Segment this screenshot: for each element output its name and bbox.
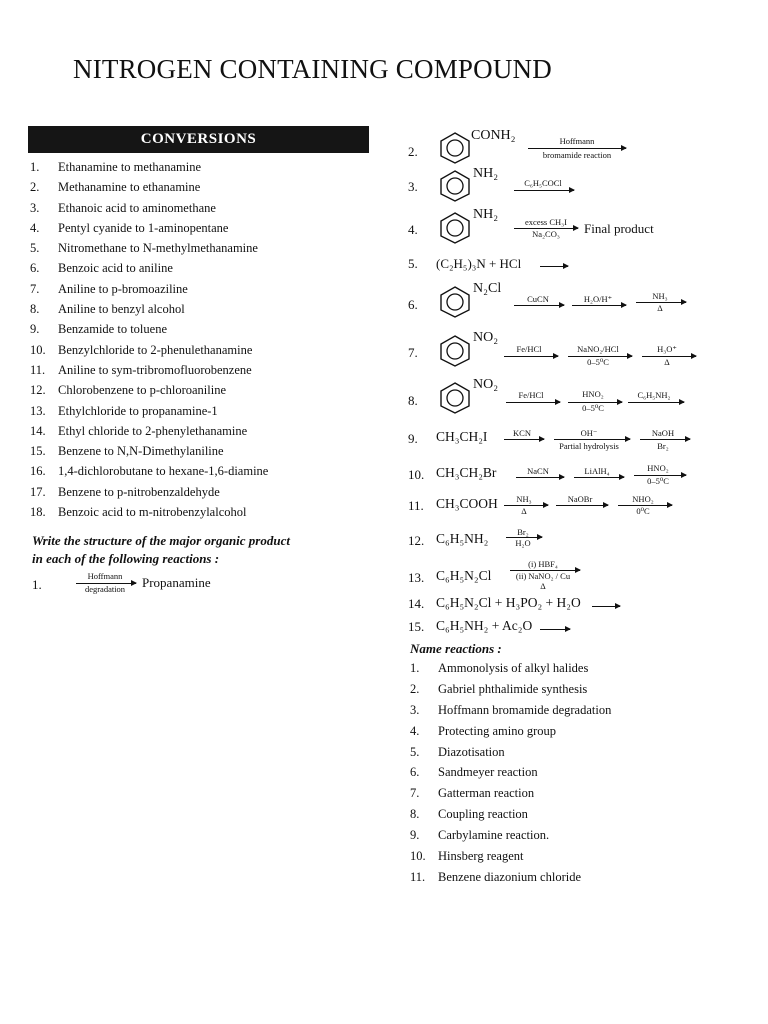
benzene-ring-icon [438, 212, 472, 244]
benzene-ring-icon [438, 170, 472, 202]
list-item: 10. Benzylchloride to 2-phenulethanamine [30, 342, 253, 357]
list-item: 2. Gabriel phthalimide synthesis [410, 681, 588, 696]
list-item: 3. Ethanoic acid to aminomethane [30, 200, 216, 215]
conversions-header: CONVERSIONS [28, 126, 369, 153]
reaction-arrow [540, 266, 568, 267]
list-item: 5. Diazotisation [410, 744, 505, 759]
conversions-list [30, 157, 375, 522]
reaction-arrow [556, 505, 608, 506]
reaction-9: 9. CH₃CH₂I KCN OH⁻ Partial hydrolysis NaOH Br₂ [408, 425, 748, 455]
reaction-arrow [640, 439, 690, 440]
list-item: 5. Nitromethane to N-methylmethanamine [30, 241, 258, 256]
list-item: 4. Pentyl cyanide to 1-aminopentane [30, 220, 229, 235]
reaction-arrow [514, 305, 564, 306]
reaction-arrow [554, 439, 630, 440]
name-reactions-list [410, 658, 750, 888]
reaction-arrow [540, 629, 570, 630]
list-item: 11. Benzene diazonium chloride [410, 869, 581, 884]
reaction-3: 3. NH₂ C₆H₅COCl [408, 166, 748, 202]
reaction-12: 12. C₆H₅NH₂ Br₂ H₂O [408, 527, 748, 557]
reaction-arrow [506, 402, 560, 403]
reaction-8: 8. NO₂ Fe/HCl HNO₂ 0–5⁰C C₆H₅NH₂ [408, 377, 748, 417]
reaction-11: 11. CH₃COOH NH₃ Δ NaOBr NHO₂ 0⁰C [408, 492, 748, 522]
page-title: NITROGEN CONTAINING COMPOUND [73, 54, 552, 84]
list-item: 11. Aniline to sym-tribromofluorobenzene [30, 362, 252, 377]
name-reactions-heading: Name reactions : [410, 641, 502, 656]
reaction-6: 6. N₂Cl CuCN H₂O/H⁺ NH₃ Δ [408, 281, 748, 321]
list-item: 7. Aniline to p-bromoaziline [30, 281, 188, 296]
list-item: 8. Aniline to benzyl alcohol [30, 302, 185, 317]
list-item: 17. Benzene to p-nitrobenzaldehyde [30, 484, 220, 499]
list-item: 13. Ethylchloride to propanamine-1 [30, 403, 218, 418]
reaction-arrow [628, 402, 684, 403]
list-item: 10. Hinsberg reagent [410, 849, 524, 864]
write-structure-heading: Write the structure of the major organic product in each of the following reactions : [32, 533, 290, 566]
list-item: 1. Ethanamine to methanamine [30, 160, 202, 174]
question-1: 1. Hoffmann degradation Propanamine [32, 571, 211, 594]
list-item: 9. Carbylamine reaction. [410, 828, 550, 843]
list-item: 15. Benzene to N,N-Dimethylaniline [30, 444, 224, 459]
list-item: 18. Benzoic acid to m-nitrobenzylalcohol [30, 505, 247, 520]
reaction-arrow [504, 356, 558, 357]
reaction-arrow [516, 477, 564, 478]
list-item: 3. Hoffmann bromamide degradation [410, 702, 612, 717]
reaction-arrow [504, 439, 544, 440]
reaction-arrow [592, 606, 620, 607]
list-item: 7. Gatterman reaction [410, 786, 535, 801]
list-item: 1. Ammonolysis of alkyl halides [410, 661, 589, 675]
reaction-arrow [514, 190, 574, 191]
list-item: 8. Coupling reaction [410, 807, 528, 822]
list-item: 12. Chlorobenzene to p-chloroaniline [30, 383, 226, 398]
reaction-arrow [574, 477, 624, 478]
benzene-ring-icon [438, 382, 472, 414]
benzene-ring-icon [438, 132, 472, 164]
list-item: 4. Protecting amino group [410, 723, 557, 738]
reaction-2: 2. CONH₂ Hoffmann bromamide reaction [408, 128, 748, 164]
reaction-14: 14. C₆H₅N₂Cl + H₃PO₂ + H₂O [408, 594, 748, 616]
benzene-ring-icon [438, 286, 472, 318]
reaction-4: 4. NH₂ excess CH₃I Na₂CO₃ Final product [408, 207, 748, 247]
list-item: 14. Ethyl chloride to 2-phenylethanamine [30, 423, 248, 438]
list-item: 16. 1,4-dichlorobutane to hexane-1,6-diamine [30, 464, 269, 479]
list-item: 6. Benzoic acid to aniline [30, 261, 173, 276]
reaction-7: 7. NO₂ Fe/HCl NaNO₂/HCl 0–5⁰C H₃O⁺ Δ [408, 330, 748, 370]
reaction-5: 5. (C₂H₅)₃N + HCl [408, 256, 748, 276]
reaction-arrow [528, 148, 626, 149]
reaction-13: 13. C₆H₅N₂Cl (i) HBF₄ (ii) NaNO₂ / Cu Δ [408, 559, 748, 595]
list-item: 2. Methanamine to ethanamine [30, 180, 201, 195]
benzene-ring-icon [438, 335, 472, 367]
list-item: 9. Benzamide to toluene [30, 322, 167, 337]
reaction-arrow [572, 305, 626, 306]
reaction-10: 10. CH₃CH₂Br NaCN LiAlH₄ HNO₂ 0–5⁰C [408, 460, 748, 490]
list-item: 6. Sandmeyer reaction [410, 765, 538, 780]
reaction-15: 15. C₆H₅NH₂ + Ac₂O [408, 617, 748, 639]
